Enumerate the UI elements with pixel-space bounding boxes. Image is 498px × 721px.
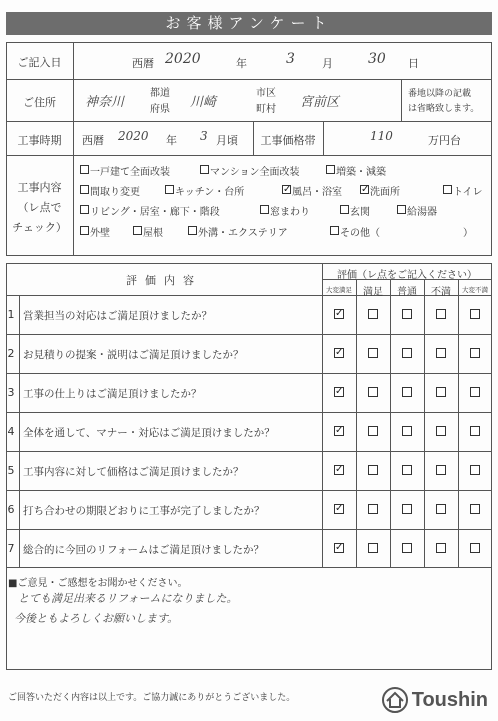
- work-option-label: マンション全面改装: [210, 167, 300, 178]
- rating-checkbox[interactable]: [470, 504, 480, 514]
- period-label: 工事時期: [17, 134, 62, 147]
- work-option-label: 屋根: [143, 228, 163, 239]
- rating-column-header: 普通: [397, 287, 417, 298]
- row-divider: [6, 451, 492, 452]
- survey-title: お客様アンケート: [6, 12, 492, 35]
- date-day[interactable]: 30: [368, 51, 386, 67]
- checkbox[interactable]: [80, 205, 89, 214]
- work-option-label: ）: [463, 228, 473, 239]
- address-ward[interactable]: 宮前区: [300, 95, 340, 110]
- address-city[interactable]: 川崎: [190, 95, 217, 110]
- rating-checkbox[interactable]: [368, 387, 378, 397]
- address-label: ご住所: [23, 96, 56, 109]
- rating-checkbox[interactable]: [402, 387, 412, 397]
- price-value[interactable]: 110: [370, 129, 393, 143]
- checkbox[interactable]: [340, 205, 349, 214]
- question-number: 2: [7, 347, 15, 360]
- row-divider: [6, 334, 492, 335]
- period-month-unit: 月頃: [216, 134, 238, 147]
- work-option-label: 一戸建て全面改装: [90, 167, 170, 178]
- year-unit: 年: [236, 57, 247, 70]
- city-unit-1: 市区: [256, 88, 276, 99]
- rating-checkbox[interactable]: [436, 426, 446, 436]
- rating-checkbox[interactable]: [436, 504, 446, 514]
- work-option-label: リビング・居室・廊下・階段: [90, 207, 220, 218]
- period-month[interactable]: 3: [200, 129, 208, 143]
- row-divider: [6, 412, 492, 413]
- rating-checkbox[interactable]: [402, 309, 412, 319]
- checkbox[interactable]: [165, 185, 174, 194]
- price-label: 工事価格帯: [260, 134, 316, 147]
- period-era: 西暦: [82, 134, 104, 147]
- rating-checkbox[interactable]: [470, 309, 480, 319]
- rating-checkbox-checked[interactable]: ✓: [335, 464, 344, 475]
- work-option-label: 玄関: [350, 207, 370, 218]
- rating-checkbox[interactable]: [368, 348, 378, 358]
- era-label: 西暦: [132, 57, 154, 70]
- rating-checkbox[interactable]: [436, 465, 446, 475]
- question-number: 7: [7, 542, 15, 555]
- question-text: 工事の仕上りはご満足頂けましたか？: [23, 388, 202, 400]
- work-option-label: 洗面所: [370, 187, 400, 198]
- work-option-label: 給湯器: [407, 207, 437, 218]
- rating-checkbox-checked[interactable]: ✓: [335, 386, 344, 397]
- rating-checkbox[interactable]: [402, 426, 412, 436]
- date-label: ご記入日: [17, 56, 62, 69]
- brand-logo: [382, 687, 488, 713]
- row-divider: [6, 373, 492, 374]
- rating-checkbox-checked[interactable]: ✓: [335, 425, 344, 436]
- rating-checkbox[interactable]: [436, 387, 446, 397]
- content-label-2: （レ点で: [17, 201, 62, 214]
- work-option-label: 窓まわり: [270, 207, 310, 218]
- checkbox[interactable]: [443, 185, 452, 194]
- checkbox[interactable]: [326, 165, 335, 174]
- rating-column-header: 大変満足: [326, 286, 352, 294]
- comment-line-1[interactable]: とても満足出来るリフォームになりました。: [18, 592, 238, 605]
- question-number: 4: [7, 425, 15, 438]
- checkbox[interactable]: [80, 165, 89, 174]
- rating-checkbox-checked[interactable]: ✓: [335, 308, 344, 319]
- period-year[interactable]: 2020: [118, 129, 149, 143]
- rating-checkbox[interactable]: [436, 309, 446, 319]
- rating-checkbox-checked[interactable]: ✓: [335, 503, 344, 514]
- address-prefecture[interactable]: 神奈川: [85, 95, 125, 110]
- address-note-2: は省略致します。: [408, 104, 480, 114]
- city-unit-2: 町村: [256, 104, 276, 115]
- question-number: 3: [7, 386, 15, 399]
- address-note-1: 番地以降の記載: [408, 89, 472, 99]
- comment-line-2[interactable]: 今後ともよろしくお願いします。: [14, 612, 179, 625]
- rating-checkbox[interactable]: [470, 348, 480, 358]
- month-unit: 月: [322, 57, 333, 70]
- rating-checkbox[interactable]: [436, 543, 446, 553]
- question-text: 全体を通して、マナー・対応はご満足頂けましたか？: [23, 427, 275, 439]
- checkbox[interactable]: [200, 165, 209, 174]
- rating-checkbox-checked[interactable]: ✓: [335, 542, 344, 553]
- rating-checkbox-checked[interactable]: ✓: [335, 347, 344, 358]
- rating-checkbox[interactable]: [402, 348, 412, 358]
- checkbox[interactable]: [80, 226, 89, 235]
- checkbox[interactable]: [330, 226, 339, 235]
- work-option-label: キッチン・台所: [175, 187, 245, 198]
- period-year-unit: 年: [166, 134, 177, 147]
- work-option-label: トイレ: [453, 187, 483, 198]
- house-logo-icon: [382, 687, 408, 713]
- footer-thanks: ご回答いただく内容は以上です。ご協力誠にありがとうございました。: [8, 693, 296, 703]
- question-text: 工事内容に対して価格はご満足頂けましたか？: [23, 466, 244, 478]
- rating-checkbox[interactable]: [368, 504, 378, 514]
- work-option-label: 風呂・浴室: [292, 187, 342, 198]
- rating-column-header: 満足: [363, 287, 383, 298]
- rating-checkbox[interactable]: [368, 309, 378, 319]
- brand-name: Toushin: [411, 688, 488, 711]
- question-number: 6: [7, 503, 15, 516]
- checkbox[interactable]: [397, 205, 406, 214]
- rating-checkbox[interactable]: [368, 465, 378, 475]
- checkbox[interactable]: [260, 205, 269, 214]
- checkbox[interactable]: [133, 226, 142, 235]
- work-option-label: その他（: [340, 228, 380, 239]
- checked-checkbox[interactable]: ✓: [361, 184, 370, 195]
- checkbox[interactable]: [80, 185, 89, 194]
- checked-checkbox[interactable]: ✓: [283, 184, 292, 195]
- question-number: 5: [7, 464, 15, 477]
- day-unit: 日: [408, 57, 419, 70]
- row-divider: [6, 529, 492, 530]
- date-year[interactable]: 2020: [165, 51, 201, 67]
- rating-column-header: 大変不満: [462, 286, 488, 294]
- work-option-label: 増築・減築: [336, 167, 386, 178]
- rating-checkbox[interactable]: [470, 426, 480, 436]
- rating-checkbox[interactable]: [402, 504, 412, 514]
- pref-unit-1: 都道: [150, 88, 170, 99]
- price-unit: 万円台: [428, 134, 461, 147]
- rating-checkbox[interactable]: [470, 465, 480, 475]
- content-label-3: チェック）: [12, 221, 67, 234]
- work-option-label: 外溝・エクステリア: [198, 228, 288, 239]
- question-text: お見積りの提案・説明はご満足頂けましたか？: [23, 349, 244, 361]
- row-divider: [6, 490, 492, 491]
- work-option-label: 間取り変更: [90, 187, 140, 198]
- eval-header: 評価内容: [126, 274, 202, 287]
- checkbox[interactable]: [188, 226, 197, 235]
- rating-checkbox[interactable]: [402, 543, 412, 553]
- rating-checkbox[interactable]: [368, 543, 378, 553]
- question-text: 営業担当の対応はご満足頂けましたか？: [23, 310, 212, 322]
- question-number: 1: [7, 308, 15, 321]
- rating-checkbox[interactable]: [368, 426, 378, 436]
- rating-checkbox[interactable]: [402, 465, 412, 475]
- rating-checkbox[interactable]: [470, 543, 480, 553]
- rating-checkbox[interactable]: [436, 348, 446, 358]
- pref-unit-2: 府県: [150, 104, 170, 115]
- work-option-label: 外壁: [90, 228, 110, 239]
- content-label-1: 工事内容: [17, 181, 62, 194]
- rating-checkbox[interactable]: [470, 387, 480, 397]
- date-month[interactable]: 3: [286, 51, 295, 67]
- rating-header: 評価（レ点をご記入ください）: [337, 270, 477, 281]
- comments-label: ■ご意見・ご感想をお聞かせください。: [8, 578, 188, 589]
- question-text: 打ち合わせの期限どおりに工事が完了しましたか？: [23, 505, 265, 517]
- question-text: 総合的に今回のリフォームはご満足頂けましたか？: [23, 544, 264, 556]
- rating-column-header: 不満: [431, 287, 451, 298]
